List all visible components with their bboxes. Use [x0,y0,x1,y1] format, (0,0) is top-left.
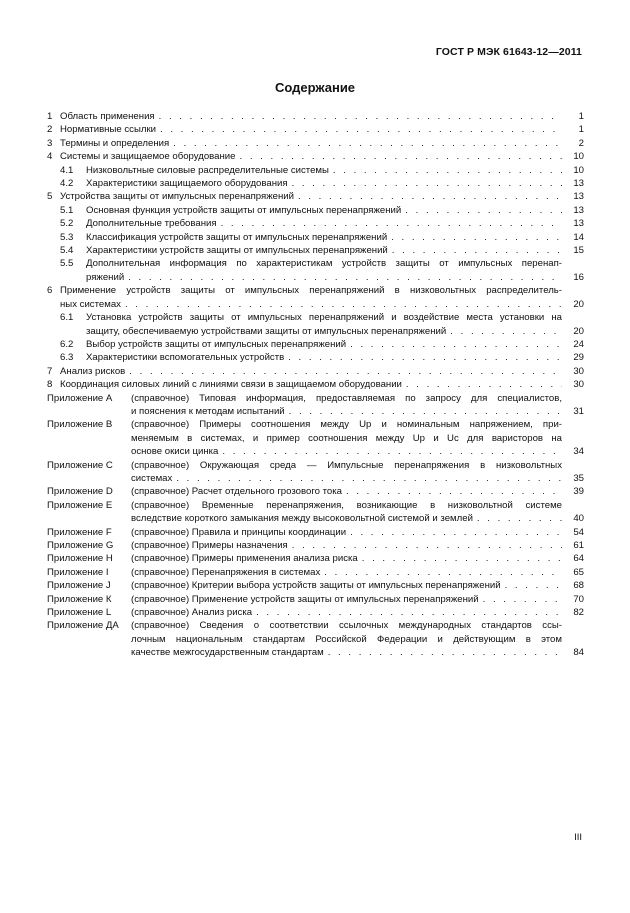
toc-entry-title [131,606,562,619]
dot-leader [173,137,562,150]
toc-entry-line: (справочное) Сведения о соответствии ссылочных международных стандартов ссы- [131,620,562,632]
toc-entry-title [86,164,562,177]
standard-code: ГОСТ Р МЭК 61643-12—2011 [435,46,582,58]
toc-page-number: 34 [573,446,584,458]
dot-leader [176,472,562,485]
toc-page-number: 39 [573,486,584,498]
dot-leader [129,365,562,378]
toc-page-number: 1 [578,124,584,136]
dot-leader [292,177,562,190]
page-title: Содержание [274,80,356,95]
toc-entry-line: Дополнительные требования [86,218,217,230]
toc-entry-number: Приложение Е [47,499,113,511]
toc-entry-title [86,177,562,190]
toc-entry-line: качестве межгосударственным стандартам [131,647,324,659]
toc-entry-line: (справочное) Расчет отдельного грозового тока [131,486,342,498]
toc-entry-line: (справочное) Перенапряжения в системах [131,566,321,578]
toc-entry-number: 5.2 [60,218,74,230]
toc-page-number: 13 [573,191,584,203]
dot-leader [350,338,562,351]
page-number-roman: III [574,832,582,843]
toc-page-number: 65 [573,566,584,578]
toc-entry-line: Характеристики устройств защиты от импульсных перенапряжений [86,245,388,257]
toc-entry-line: Область применения [60,111,155,122]
toc-entry-line: (справочное) Примеры применения анализа риска [131,553,358,565]
toc-entry-line: ных системах [60,298,121,310]
toc-entry-title [131,418,562,458]
toc-page-number: 54 [573,526,584,538]
toc-entry[interactable] [47,231,584,244]
dot-leader [405,204,562,217]
toc-entry-number: 2 [47,124,53,136]
toc-entry-title [60,378,562,391]
toc-page-number: 10 [573,164,584,176]
dot-leader [324,566,562,579]
toc-entry-number: 5.1 [60,204,74,216]
toc-entry-line: Установка устройств защиты от импульсных перенапряжений и воздействие места установки на [86,312,562,324]
toc-page-number: 30 [573,379,584,391]
toc-entry[interactable] [47,164,584,177]
toc-entry-title [131,485,562,498]
toc-entry-title [86,244,562,257]
toc-entry-number: 1 [47,111,53,122]
toc-entry[interactable] [47,606,584,619]
toc-entry-line: Основная функция устройств защиты от импульсных перенапряжений [86,204,402,216]
toc-entry[interactable] [47,526,584,539]
dot-leader [298,190,562,203]
toc-page-number: 82 [573,607,584,619]
toc-entry[interactable] [47,552,584,565]
dot-leader [221,217,562,230]
toc-page-number: 14 [573,231,584,243]
dot-leader [483,593,562,606]
toc-entry-number: Приложение ДА [47,620,119,632]
toc-entry-line: Применение устройств защиты от импульсных перенапряжений в низковольтных распределитель- [60,285,562,297]
toc-page-number: 64 [573,553,584,565]
dot-leader [350,526,562,539]
toc-entry-title [86,204,562,217]
toc-entry[interactable] [47,123,584,136]
toc-entry[interactable] [47,593,584,606]
toc-entry-number: Приложение С [47,459,113,471]
toc-entry[interactable] [47,257,584,284]
toc-entry[interactable] [47,137,584,150]
toc-entry[interactable] [47,244,584,257]
toc-page-number: 20 [573,325,584,337]
toc-entry[interactable] [47,539,584,552]
toc-page-number: 70 [573,593,584,605]
toc-page-number: 15 [573,245,584,257]
toc-entry-line: (справочное) Применение устройств защиты от импульсных перенапряжений [131,593,479,605]
toc-entry[interactable] [47,190,584,203]
toc-entry-line: Низковольтные силовые распределительные системы [86,164,329,176]
toc-entry-line: Координация силовых линий с линиями связи в защищаемом оборудовании [60,379,402,391]
toc-entry[interactable] [47,485,584,498]
dot-leader [159,110,562,123]
toc-entry-number: 6 [47,285,53,297]
toc-page-number: 13 [573,204,584,216]
toc-page-number: 24 [573,338,584,350]
toc-entry[interactable] [47,579,584,592]
toc-entry-line: защиту, обеспечиваемую устройствами защиты от импульсных перенапряжений [86,325,447,337]
toc-entry-number: 4.1 [60,164,74,176]
toc-page-number: 10 [573,151,584,163]
toc-entry-number: 5.5 [60,258,74,270]
toc-entry-number: 6.2 [60,338,74,350]
toc-entry[interactable] [47,392,584,419]
toc-entry-title [86,231,562,244]
toc-entry[interactable] [47,418,584,458]
toc-entry-title [86,217,562,230]
toc-entry-title [131,552,562,565]
toc-entry-line: системах [131,472,173,484]
dot-leader [128,271,562,284]
toc-page-number: 13 [573,218,584,230]
toc-entry-title [131,593,562,606]
toc-entry-line: ряжений [86,271,125,283]
toc-entry-number: Приложение К [47,593,112,605]
toc-entry-title [131,566,562,579]
toc-entry-line: Характеристики вспомогательных устройств [86,352,285,364]
toc-entry-number: 4 [47,151,53,163]
toc-entry-number: 4.2 [60,178,74,190]
toc-entry[interactable] [47,365,584,378]
dot-leader [256,606,562,619]
toc-entry-title [131,459,562,486]
toc-entry-title [60,190,562,203]
toc-entry-number: 8 [47,379,53,391]
dot-leader [160,123,562,136]
toc-entry-number: Приложение L [47,607,112,619]
toc-entry-title [86,257,562,284]
toc-entry-number: Приложение В [47,419,113,431]
toc-entry-title [60,365,562,378]
toc-entry-line: меняемым в системах, и пример соотношения между Uр и Uс для варисторов на [131,432,562,444]
toc-entry-title [131,539,562,552]
dot-leader [406,378,562,391]
toc-entry-line: Анализ рисков [60,365,126,377]
toc-entry-number: Приложение F [47,526,112,538]
dot-leader [240,150,563,163]
toc-page-number: 31 [573,405,584,417]
dot-leader [328,646,562,659]
dot-leader [292,539,562,552]
toc-entry-title [131,579,562,592]
toc-entry-line: (справочное) Примеры соотношения между Uр и номинальным напряжением, при- [131,419,562,431]
toc-entry[interactable] [47,311,584,338]
toc-entry-number: 5.4 [60,245,74,257]
toc-page-number: 30 [573,365,584,377]
toc-entry-line: Системы и защищаемое оборудование [60,151,236,163]
toc-entry-title [131,392,562,419]
toc-page-number: 61 [573,540,584,551]
toc-page-number: 16 [573,271,584,283]
toc-entry-title [131,526,562,539]
toc-entry[interactable] [47,566,584,579]
toc-entry-line: (справочное) Анализ риска [131,607,253,619]
dot-leader [505,579,562,592]
toc-entry-line: Выбор устройств защиты от импульсных перенапряжений [86,338,347,350]
toc-entry-line: Термины и определения [60,137,170,149]
toc-entry-number: Приложение G [47,540,114,551]
toc-entry-title [86,311,562,338]
toc-entry-number: Приложение D [47,486,113,498]
toc-page-number: 20 [573,298,584,310]
toc-entry-line: и пояснения к методам испытаний [131,405,285,417]
toc-entry-number: Приложение J [47,580,111,592]
toc-entry-line: основе окиси цинка [131,446,219,458]
toc-entry-number: 7 [47,365,53,377]
toc-page-number: 29 [573,352,584,364]
toc-entry-title [60,110,562,123]
toc-entry-line: (справочное) Типовая информация, предоставляемая по запросу для специалистов, [131,392,562,404]
toc-entry[interactable] [47,110,584,123]
toc-entry-number: 6.1 [60,312,74,324]
toc-entry[interactable] [47,378,584,391]
toc-entry-title [60,137,562,150]
toc-entry-number: 3 [47,137,53,149]
toc-entry-number: Приложение I [47,566,109,578]
dot-leader [477,512,562,525]
dot-leader [346,485,562,498]
toc-entry-line: (справочное) Примеры назначения [131,540,288,551]
dot-leader [450,325,562,338]
toc-entry[interactable] [47,459,584,486]
toc-entry-number: 6.3 [60,352,74,364]
toc-entry-line: вследствие короткого замыкания между высоковольтной системой и землей [131,513,473,525]
toc-entry-number: 5 [47,191,53,203]
toc-entry-line: (справочное) Окружающая среда — Импульсные перенапряжения в низковольтных [131,459,562,471]
toc-entry-title [131,499,562,526]
toc-entry-title [60,123,562,136]
toc-entry-title [86,351,562,364]
toc-entry[interactable] [47,150,584,163]
dot-leader [392,244,562,257]
toc-entry-title [60,150,562,163]
toc-entry[interactable] [47,284,584,311]
toc-entry-line: (справочное) Правила и принципы координации [131,526,347,538]
dot-leader [125,298,562,311]
toc-entry[interactable] [47,338,584,351]
dot-leader [222,445,562,458]
dot-leader [333,164,562,177]
toc-entry[interactable] [47,217,584,230]
toc-entry[interactable] [47,177,584,190]
dot-leader [362,552,562,565]
toc-entry-number: 5.3 [60,231,74,243]
toc-page-number: 68 [573,580,584,592]
toc-entry-line: лочным национальным стандартам Российской Федерации и действующим в этом [131,633,562,645]
toc-page-number: 40 [573,513,584,525]
toc-entry-line: Классификация устройств защиты от импульсных перенапряжений [86,231,388,243]
toc-entry-number: Приложение А [47,392,113,404]
toc-page-number: 2 [578,137,584,149]
table-of-contents [47,110,584,660]
dot-leader [391,231,562,244]
toc-page-number: 35 [573,472,584,484]
dot-leader [288,351,562,364]
toc-entry-line: (справочное) Временные перенапряжения, возникающие в низковольтной системе [131,499,562,511]
toc-entry-title [131,619,562,659]
toc-entry[interactable] [47,204,584,217]
toc-entry[interactable] [47,619,584,659]
toc-entry-line: (справочное) Критерии выбора устройств защиты от импульсных перенапряжений [131,580,501,592]
dot-leader [289,405,562,418]
toc-entry-title [60,284,562,311]
toc-entry-line: Характеристики защищаемого оборудования [86,178,288,190]
toc-page-number: 84 [573,647,584,659]
toc-entry-number: Приложение Н [47,553,113,565]
toc-entry-line: Нормативные ссылки [60,124,157,136]
toc-page-number: 1 [578,111,584,122]
toc-entry-line: Дополнительная информация по характеристикам устройств защиты от импульсных перенап- [86,258,562,270]
toc-entry-title [86,338,562,351]
toc-page-number: 13 [573,178,584,190]
toc-entry[interactable] [47,499,584,526]
toc-entry[interactable] [47,351,584,364]
toc-entry-line: Устройства защиты от импульсных перенапряжений [60,191,294,203]
